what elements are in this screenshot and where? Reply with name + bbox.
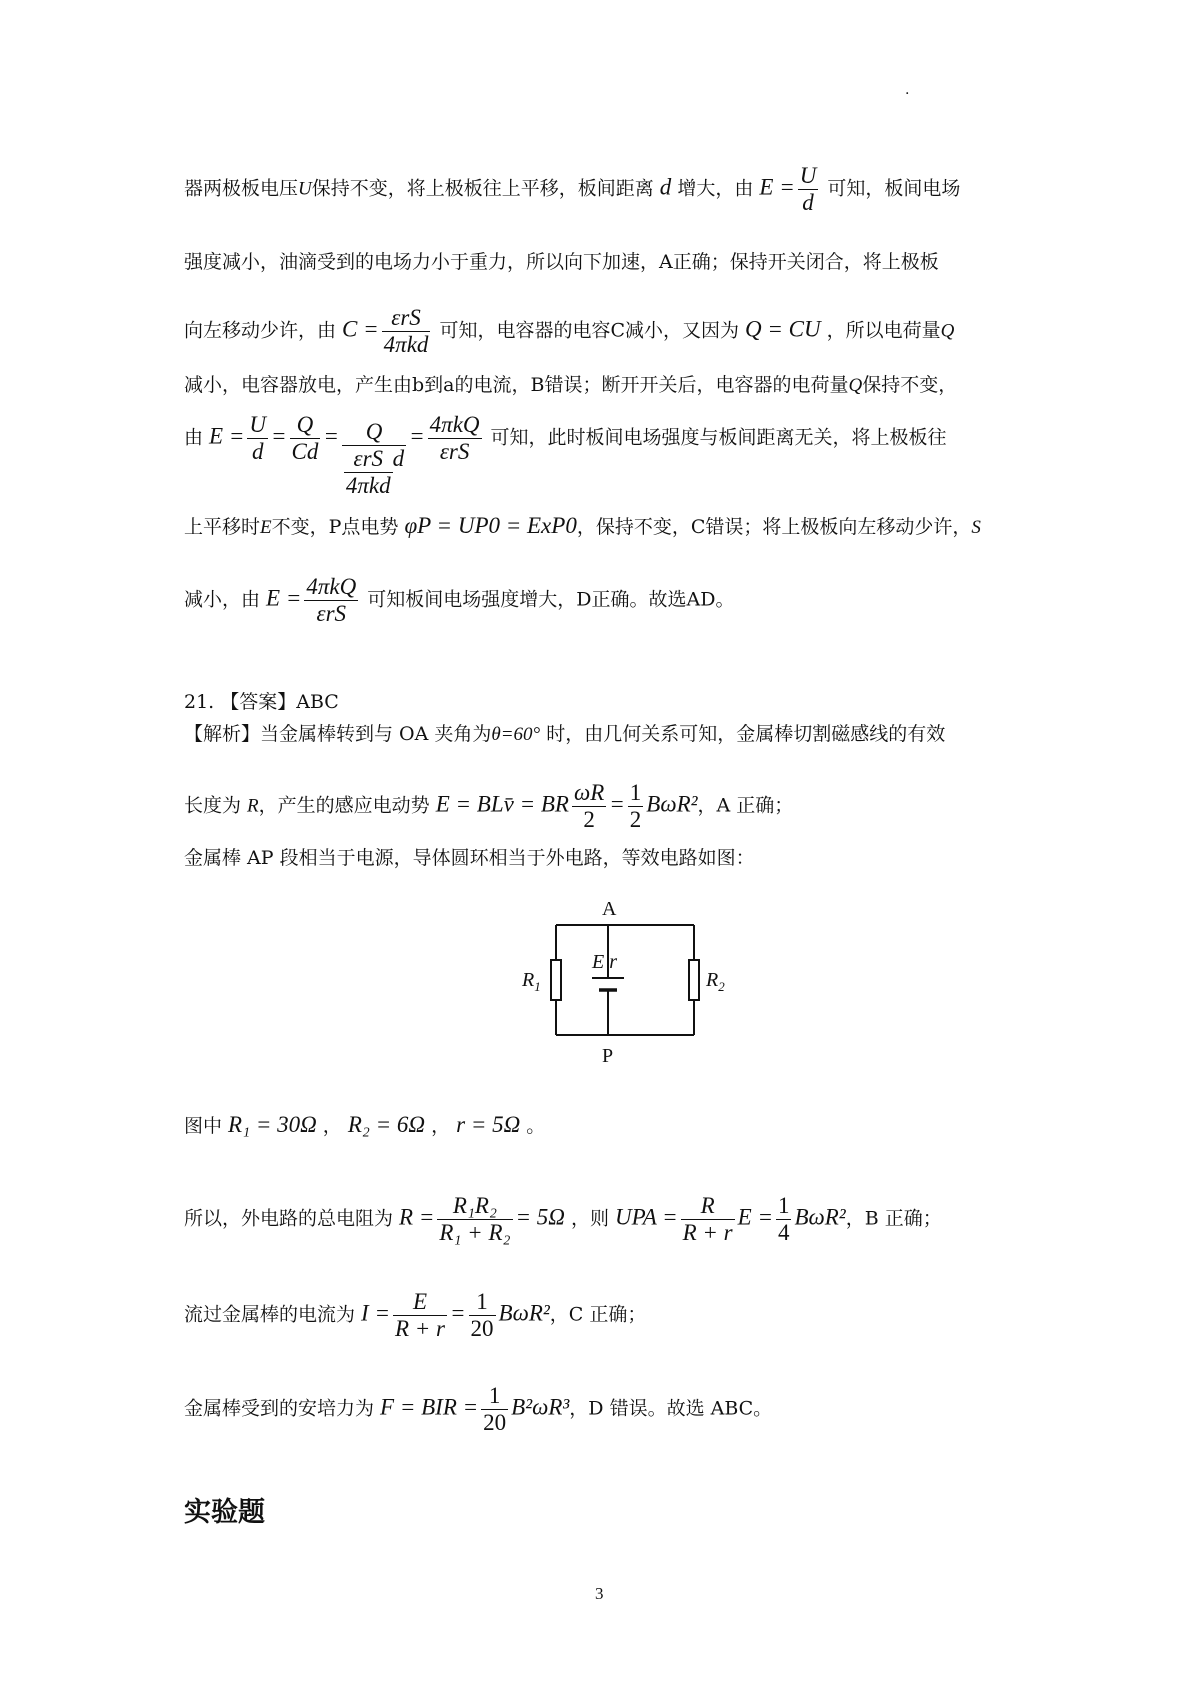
text-line-6: 上平移时E不变，P点电势 φP = UP0 = ExP0，保持不变，C错误；将上极板向左移动少许，S	[184, 513, 981, 538]
current-line: 流过金属棒的电流为 I = $\frac{E}{R + r}$ = $\frac{1}{20}$ BωR²，C 正确；	[184, 1289, 647, 1341]
svg-text:R2	[705, 969, 725, 994]
section-title: 实验题	[184, 1497, 265, 1528]
r1-sub: 1	[534, 979, 541, 994]
analysis-line-2: 长度为 R，产生的感应电动势 E = BLv̄ = BR $\frac{\omega R}{2}$ = $\frac{1}{2}$ BωR²，A 正确；	[184, 780, 794, 832]
text-line-7: 减小，由 E = $\frac{\text{4πkQ}}{\text{εrS}}$ 可知板间电场强度增大，D正确。故选AD。	[184, 574, 735, 626]
battery-label: E r	[592, 951, 617, 973]
answer-line: 21. 【答案】ABC	[184, 691, 339, 713]
analysis-line-3: 金属棒 AP 段相当于电源，导体圆环相当于外电路，等效电路如图：	[184, 847, 755, 869]
corner-dot: .	[905, 82, 910, 98]
text-line-1: 器两极板电压U保持不变，将上极板往上平移，板间距离 d 增大，由 E = $\frac{U}{d}$ 可知，板间电场	[184, 163, 961, 215]
text-line-3: 向左移动少许，由 C = $\frac{\text{εrS}}{\text{4πkd}}$ 可知，电容器的电容C减小，又因为 Q = CU ，所以电荷量Q	[184, 305, 955, 357]
r2-sub: 2	[718, 979, 725, 994]
analysis-line-1: 【解析】当金属棒转到与 OA 夹角为θ=60° 时，由几何关系可知，金属棒切割磁感线的有效	[184, 723, 946, 745]
text-line-2: 强度减小，油滴受到的电场力小于重力，所以向下加速，A正确；保持开关闭合，将上极板	[184, 251, 939, 273]
page-number: 3	[595, 1584, 604, 1603]
svg-text:R1	[521, 969, 541, 994]
text-line-4: 减小，电容器放电，产生由b到a的电流，B错误；断开开关后，电容器的电荷量Q保持不变，	[184, 374, 958, 396]
total-resistance-line: 所以，外电路的总电阻为 R = $\frac{\text{R₁R₂}}{\text{R₁ + R₂}}$ = 5Ω ，则 UPA = $\frac{R}{R + r}$ E = $\frac{1}{4}$ BωR²，B 正确；	[184, 1193, 942, 1245]
resistor-r1	[551, 960, 561, 1000]
resistor-r2	[689, 960, 699, 1000]
node-label-a: A	[602, 898, 617, 920]
node-label-p: P	[602, 1045, 614, 1067]
circuit-diagram	[500, 890, 730, 1080]
r2-label: R	[706, 969, 719, 991]
r1-label: R	[522, 969, 535, 991]
values-line: 图中 R₁ = 30Ω ， R₂ = 6Ω ， r = 5Ω 。	[184, 1112, 546, 1137]
force-line: 金属棒受到的安培力为 F = BIR = $\frac{1}{20}$ B²ωR³，D 错误。故选 ABC。	[184, 1383, 773, 1435]
text-line-5: 由 E = $\frac{U}{d}$ = $\frac{Q}{Cd}$ = Q $\frac{\text{εrS}}{\text{4πkd}}$ d = $\frac{\text{4πkQ}}{\text{εrS}}$ 可知，此时板间电场强度与板间距离无关，将上极板往	[184, 412, 947, 498]
